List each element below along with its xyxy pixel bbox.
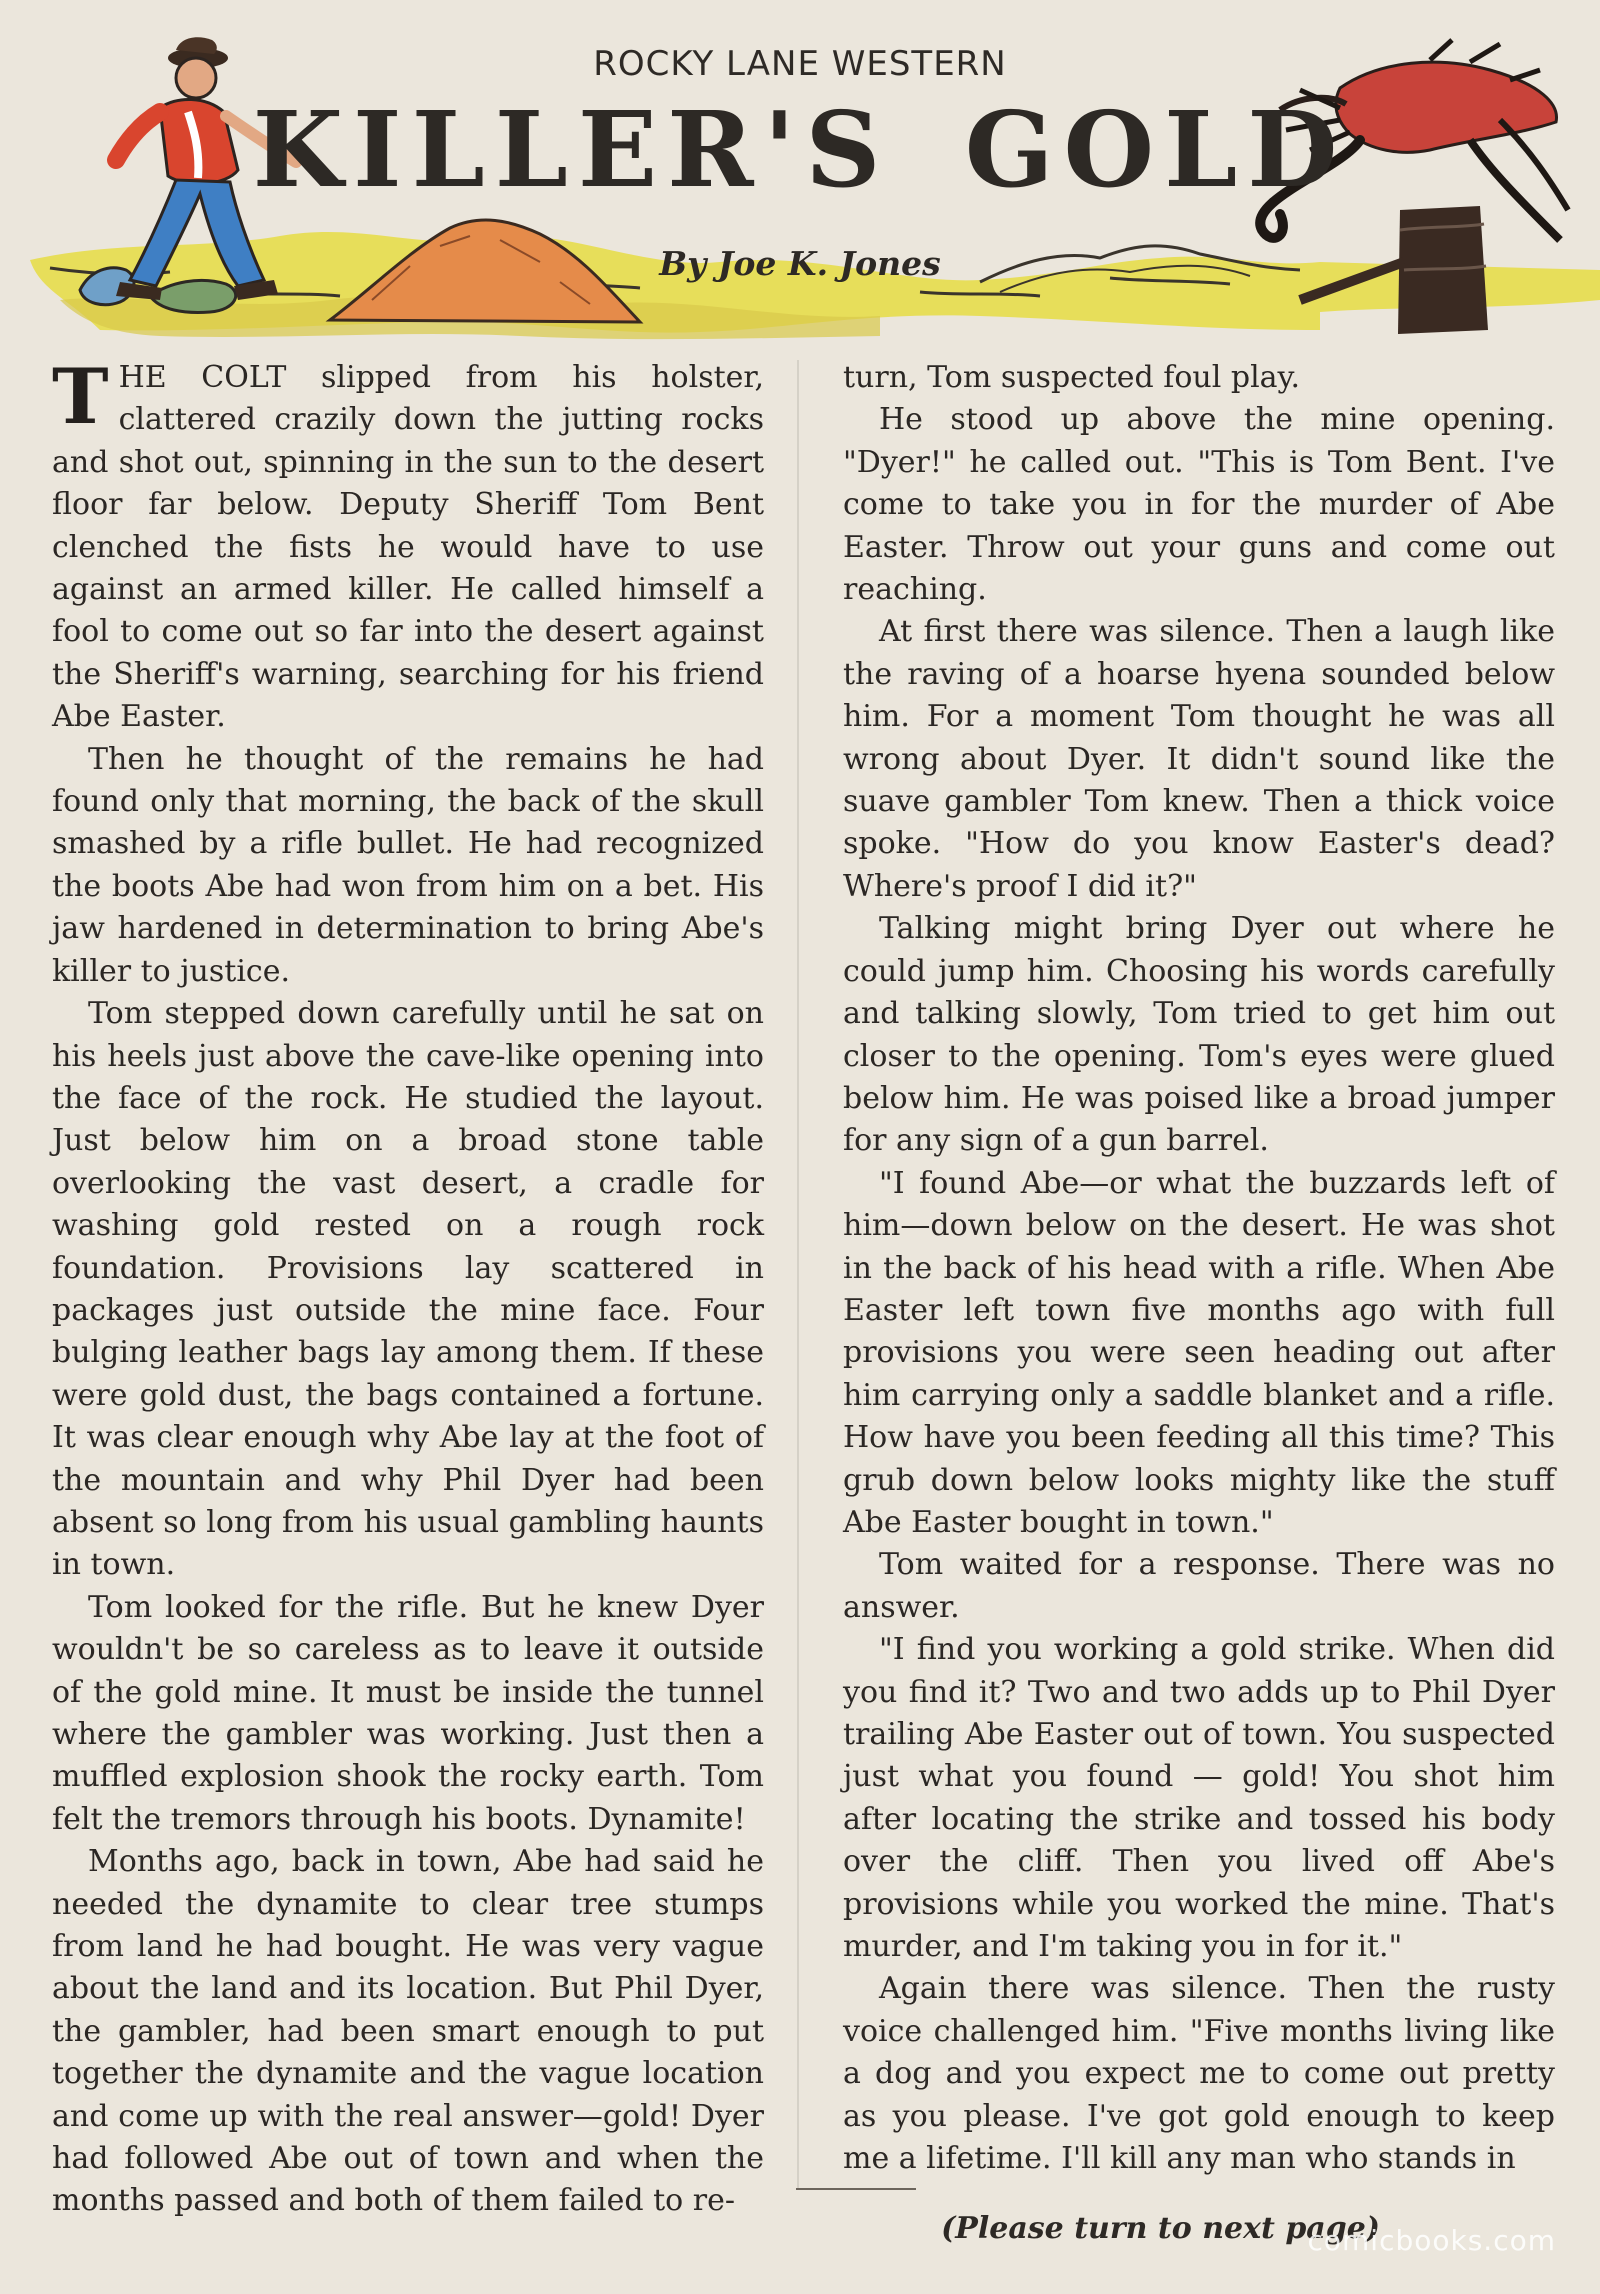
paragraph: Tom looked for the rifle. But he knew Dyer wouldn't be so careless as to leave it outside of the gold mine. It must be inside the tunnel where the gambler was working. Just then a muffled explosion shook the rocky earth. Tom felt the tremors through his boots. Dynamite! (52, 1589, 764, 1837)
continued-rule (796, 2188, 916, 2190)
right-column (843, 357, 1555, 2180)
paragraph (52, 352, 764, 739)
paragraph: Talking might bring Dyer out where he could jump him. Choosing his words carefully and talking slowly, Tom tried to get him out closer to the opening. Tom's eyes were glued below him. He was poised like a broad jumper for any sign of a gun barrel. (843, 911, 1555, 1159)
paragraph: Again there was silence. Then the rusty voice challenged him. "Five months living like a dog and you expect me to come out pretty as you please. I've got gold enough to keep me a lifetime. I'll kill any man who stands in (843, 1971, 1555, 2177)
paragraph: turn, Tom suspected foul play. (843, 360, 1301, 395)
paragraph: Months ago, back in town, Abe had said he needed the dynamite to clear tree stumps from land he had bought. He was very vague about the land and its location. But Phil Dyer, the gambler, had been smart enough to put together the dynamite and the vague location and come up with the real answer—gold! Dyer had followed Abe out of town and when the months passed and both of them failed to re- (52, 1844, 764, 2219)
series-title: ROCKY LANE WESTERN (593, 44, 1007, 84)
story-byline: By Joe K. Jones (659, 244, 941, 283)
site-watermark: comicbooks.com (1307, 2224, 1556, 2257)
paragraph: Tom waited for a response. There was no answer. (843, 1547, 1555, 1625)
paragraph: At first there was silence. Then a laugh like the raving of a hoarse hyena sounded below him. For a moment Tom thought he was all wrong about Dyer. It didn't sound like the suave gambler Tom knew. Then a thick voice spoke. "How do you know Easter's dead? Where's proof I did it?" (843, 614, 1555, 904)
paragraph: He stood up above the mine opening. "Dyer!" he called out. "This is Tom Bent. I've come to take you in for the murder of Abe Easter. Throw out your guns and come out reaching. (843, 402, 1555, 608)
column-divider (797, 360, 799, 2190)
paragraph-text: HE COLT slipped from his holster, clattered crazily down the jutting rocks and shot out, spinning in the sun to the desert floor far below. Deputy Sheriff Tom Bent clenched the fists he would have to use against an armed killer. He called himself a fool to come out so far into the desert against the Sheriff's warning, searching for his friend Abe Easter. (52, 360, 764, 735)
paragraph: Then he thought of the remains he had found only that morning, the back of the skull smashed by a rifle bullet. He had recognized the boots Abe had won from him on a bet. His jaw hardened in determination to bring Abe's killer to justice. (52, 741, 764, 989)
paragraph: "I found Abe—or what the buzzards left of him—down below on the desert. He was shot in the back of his head with a rifle. When Abe Easter left town five months ago with full provisions you were seen heading out after him carrying only a saddle blanket and a rifle. How have you been feeding all this time? This grub down below looks mighty like the stuff Abe Easter bought in town." (843, 1165, 1555, 1540)
paragraph: Tom stepped down carefully until he sat on his heels just above the cave-like opening into the face of the rock. He studied the layout. Just below him on a broad stone table overlooking the vast desert, a cradle for washing gold rested on a rough rock foundation. Provisions lay scattered in packages just outside the mine face. Four bulging leather bags lay among them. If these were gold dust, the bags contained a fortune. It was clear enough why Abe lay at the foot of the mountain and why Phil Dyer had been absent so long from his usual gambling haunts in town. (52, 996, 764, 1583)
continued-note: (Please turn to next page) (941, 2211, 1380, 2246)
left-column (52, 352, 764, 2223)
story-header (0, 0, 1600, 370)
drop-cap: T (52, 352, 109, 441)
story-title: KILLER'S GOLD (252, 88, 1348, 211)
paragraph: "I find you working a gold strike. When did you find it? Two and two adds up to Phil Dyer trailing Abe Easter out of town. You suspected just what you found — gold! You shot him after locating the strike and tossed his body over the cliff. Then you lived off Abe's provisions while you worked the mine. That's murder, and I'm taking you in for it." (843, 1632, 1555, 1965)
